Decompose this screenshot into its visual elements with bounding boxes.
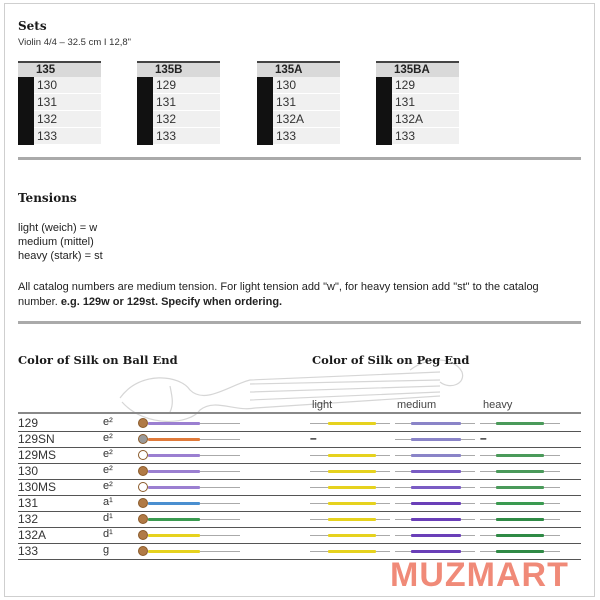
ball-silk-swatch — [148, 438, 200, 441]
watermark-logo: MUZMART — [390, 556, 569, 594]
ball-silk-swatch — [148, 422, 200, 425]
ball-silk-swatch — [148, 518, 200, 521]
tensions-title: Tensions — [18, 191, 77, 205]
string-note: a¹ — [103, 496, 113, 508]
catalog-number: 129SN — [18, 432, 55, 446]
set-row: 132A — [257, 111, 340, 128]
string-line — [200, 487, 240, 488]
ball-end-icon — [138, 418, 148, 428]
string-note: g — [103, 544, 110, 556]
string-line — [200, 471, 240, 472]
silk-row — [18, 415, 581, 432]
catalog-number: 131 — [18, 496, 39, 510]
peg-silk-heavy-swatch — [496, 486, 544, 489]
peg-silk-heavy-swatch — [496, 422, 544, 425]
peg-silk-heavy-swatch — [496, 470, 544, 473]
set-bar — [18, 77, 34, 145]
set-row: 129 — [137, 77, 220, 94]
set-row: 131 — [376, 94, 459, 111]
ball-silk-swatch — [148, 454, 200, 457]
tension-paragraph — [18, 280, 578, 310]
peg-silk-medium-swatch — [411, 486, 461, 489]
level-light: light — [312, 399, 333, 411]
peg-silk-medium-swatch — [411, 534, 461, 537]
set-header: 135BA — [376, 61, 459, 77]
string-note: e² — [103, 480, 113, 492]
table-top-rule — [18, 412, 581, 414]
tension-line: light (weich) = w — [18, 222, 98, 234]
peg-silk-light-swatch — [328, 470, 376, 473]
set-table — [18, 61, 101, 145]
set-body — [18, 77, 101, 145]
set-row: 130 — [257, 77, 340, 94]
set-row: 130 — [18, 77, 101, 94]
set-row: 132 — [18, 111, 101, 128]
paragraph-main: All catalog numbers are medium tension. For light tension add "w", for heavy tension add "st" to the catalog number. — [18, 281, 539, 308]
set-row: 133 — [257, 128, 340, 145]
set-header: 135 — [18, 61, 101, 77]
peg-silk-heavy-swatch — [496, 550, 544, 553]
peg-silk-medium-swatch — [411, 550, 461, 553]
set-row: 133 — [18, 128, 101, 145]
ball-end-icon — [138, 482, 148, 492]
catalog-number: 129MS — [18, 448, 57, 462]
paragraph-bold: e.g. 129w or 129st. Specify when ordering. — [60, 296, 283, 308]
set-table — [376, 61, 459, 145]
set-header: 135B — [137, 61, 220, 77]
level-heavy: heavy — [483, 399, 513, 411]
divider — [18, 321, 581, 324]
peg-silk-heavy-swatch — [496, 534, 544, 537]
catalog-number: 132A — [18, 528, 47, 542]
set-row: 131 — [137, 94, 220, 111]
set-row: 132 — [137, 111, 220, 128]
catalog-number: 132 — [18, 512, 39, 526]
peg-silk-light-swatch — [328, 502, 376, 505]
string-line — [200, 455, 240, 456]
ball-silk-swatch — [148, 550, 200, 553]
string-line — [200, 503, 240, 504]
peg-silk-medium-swatch — [411, 470, 461, 473]
string-line — [200, 551, 240, 552]
peg-silk-medium-swatch — [411, 438, 461, 441]
set-bar — [376, 77, 392, 145]
peg-silk-medium-swatch — [411, 502, 461, 505]
level-medium: medium — [397, 399, 437, 411]
string-line — [200, 439, 240, 440]
ball-silk-swatch — [148, 534, 200, 537]
silk-row — [18, 447, 581, 464]
set-table — [257, 61, 340, 145]
peg-end-title: Color of Silk on Peg End — [312, 353, 470, 367]
set-row: 129 — [376, 77, 459, 94]
peg-silk-medium-swatch — [411, 454, 461, 457]
set-row: 131 — [257, 94, 340, 111]
ball-end-icon — [138, 434, 148, 444]
set-bar — [257, 77, 273, 145]
set-body — [376, 77, 459, 145]
peg-silk-medium-swatch — [411, 422, 461, 425]
catalog-number: 129 — [18, 416, 39, 430]
set-body — [137, 77, 220, 145]
silk-row — [18, 479, 581, 496]
catalog-number: 130 — [18, 464, 39, 478]
set-table — [137, 61, 220, 145]
ball-end-icon — [138, 514, 148, 524]
string-note: e² — [103, 416, 113, 428]
silk-row — [18, 463, 581, 480]
divider — [18, 157, 581, 160]
sets-title: Sets — [18, 19, 47, 33]
not-available-dash: – — [480, 431, 487, 445]
ball-end-icon — [138, 530, 148, 540]
peg-silk-light-swatch — [328, 534, 376, 537]
set-row: 132A — [376, 111, 459, 128]
string-note: d¹ — [103, 512, 113, 524]
set-body — [257, 77, 340, 145]
ball-end-icon — [138, 466, 148, 476]
sets-subtitle: Violin 4/4 – 32.5 cm I 12,8" — [18, 37, 132, 48]
silk-row — [18, 495, 581, 512]
string-line — [200, 535, 240, 536]
peg-silk-light-swatch — [328, 422, 376, 425]
peg-silk-light-swatch — [328, 454, 376, 457]
catalog-number: 133 — [18, 544, 39, 558]
ball-end-icon — [138, 498, 148, 508]
silk-row — [18, 527, 581, 544]
set-header: 135A — [257, 61, 340, 77]
set-row: 133 — [376, 128, 459, 145]
peg-silk-heavy-swatch — [496, 518, 544, 521]
set-row: 131 — [18, 94, 101, 111]
ball-end-title: Color of Silk on Ball End — [18, 353, 178, 367]
ball-silk-swatch — [148, 486, 200, 489]
silk-row — [18, 511, 581, 528]
peg-silk-light-swatch — [328, 550, 376, 553]
string-note: e² — [103, 464, 113, 476]
string-note: e² — [103, 432, 113, 444]
silk-row — [18, 431, 581, 448]
not-available-dash: – — [310, 431, 317, 445]
catalog-number: 130MS — [18, 480, 57, 494]
tension-line: heavy (stark) = st — [18, 250, 103, 262]
ball-end-icon — [138, 450, 148, 460]
ball-silk-swatch — [148, 502, 200, 505]
string-note: e² — [103, 448, 113, 460]
set-row: 133 — [137, 128, 220, 145]
ball-end-icon — [138, 546, 148, 556]
peg-silk-light-swatch — [328, 486, 376, 489]
string-line — [200, 423, 240, 424]
peg-silk-heavy-swatch — [496, 502, 544, 505]
string-line — [200, 519, 240, 520]
tension-line: medium (mittel) — [18, 236, 94, 248]
string-note: d¹ — [103, 528, 113, 540]
peg-silk-heavy-swatch — [496, 454, 544, 457]
set-bar — [137, 77, 153, 145]
peg-silk-light-swatch — [328, 518, 376, 521]
ball-silk-swatch — [148, 470, 200, 473]
peg-silk-medium-swatch — [411, 518, 461, 521]
